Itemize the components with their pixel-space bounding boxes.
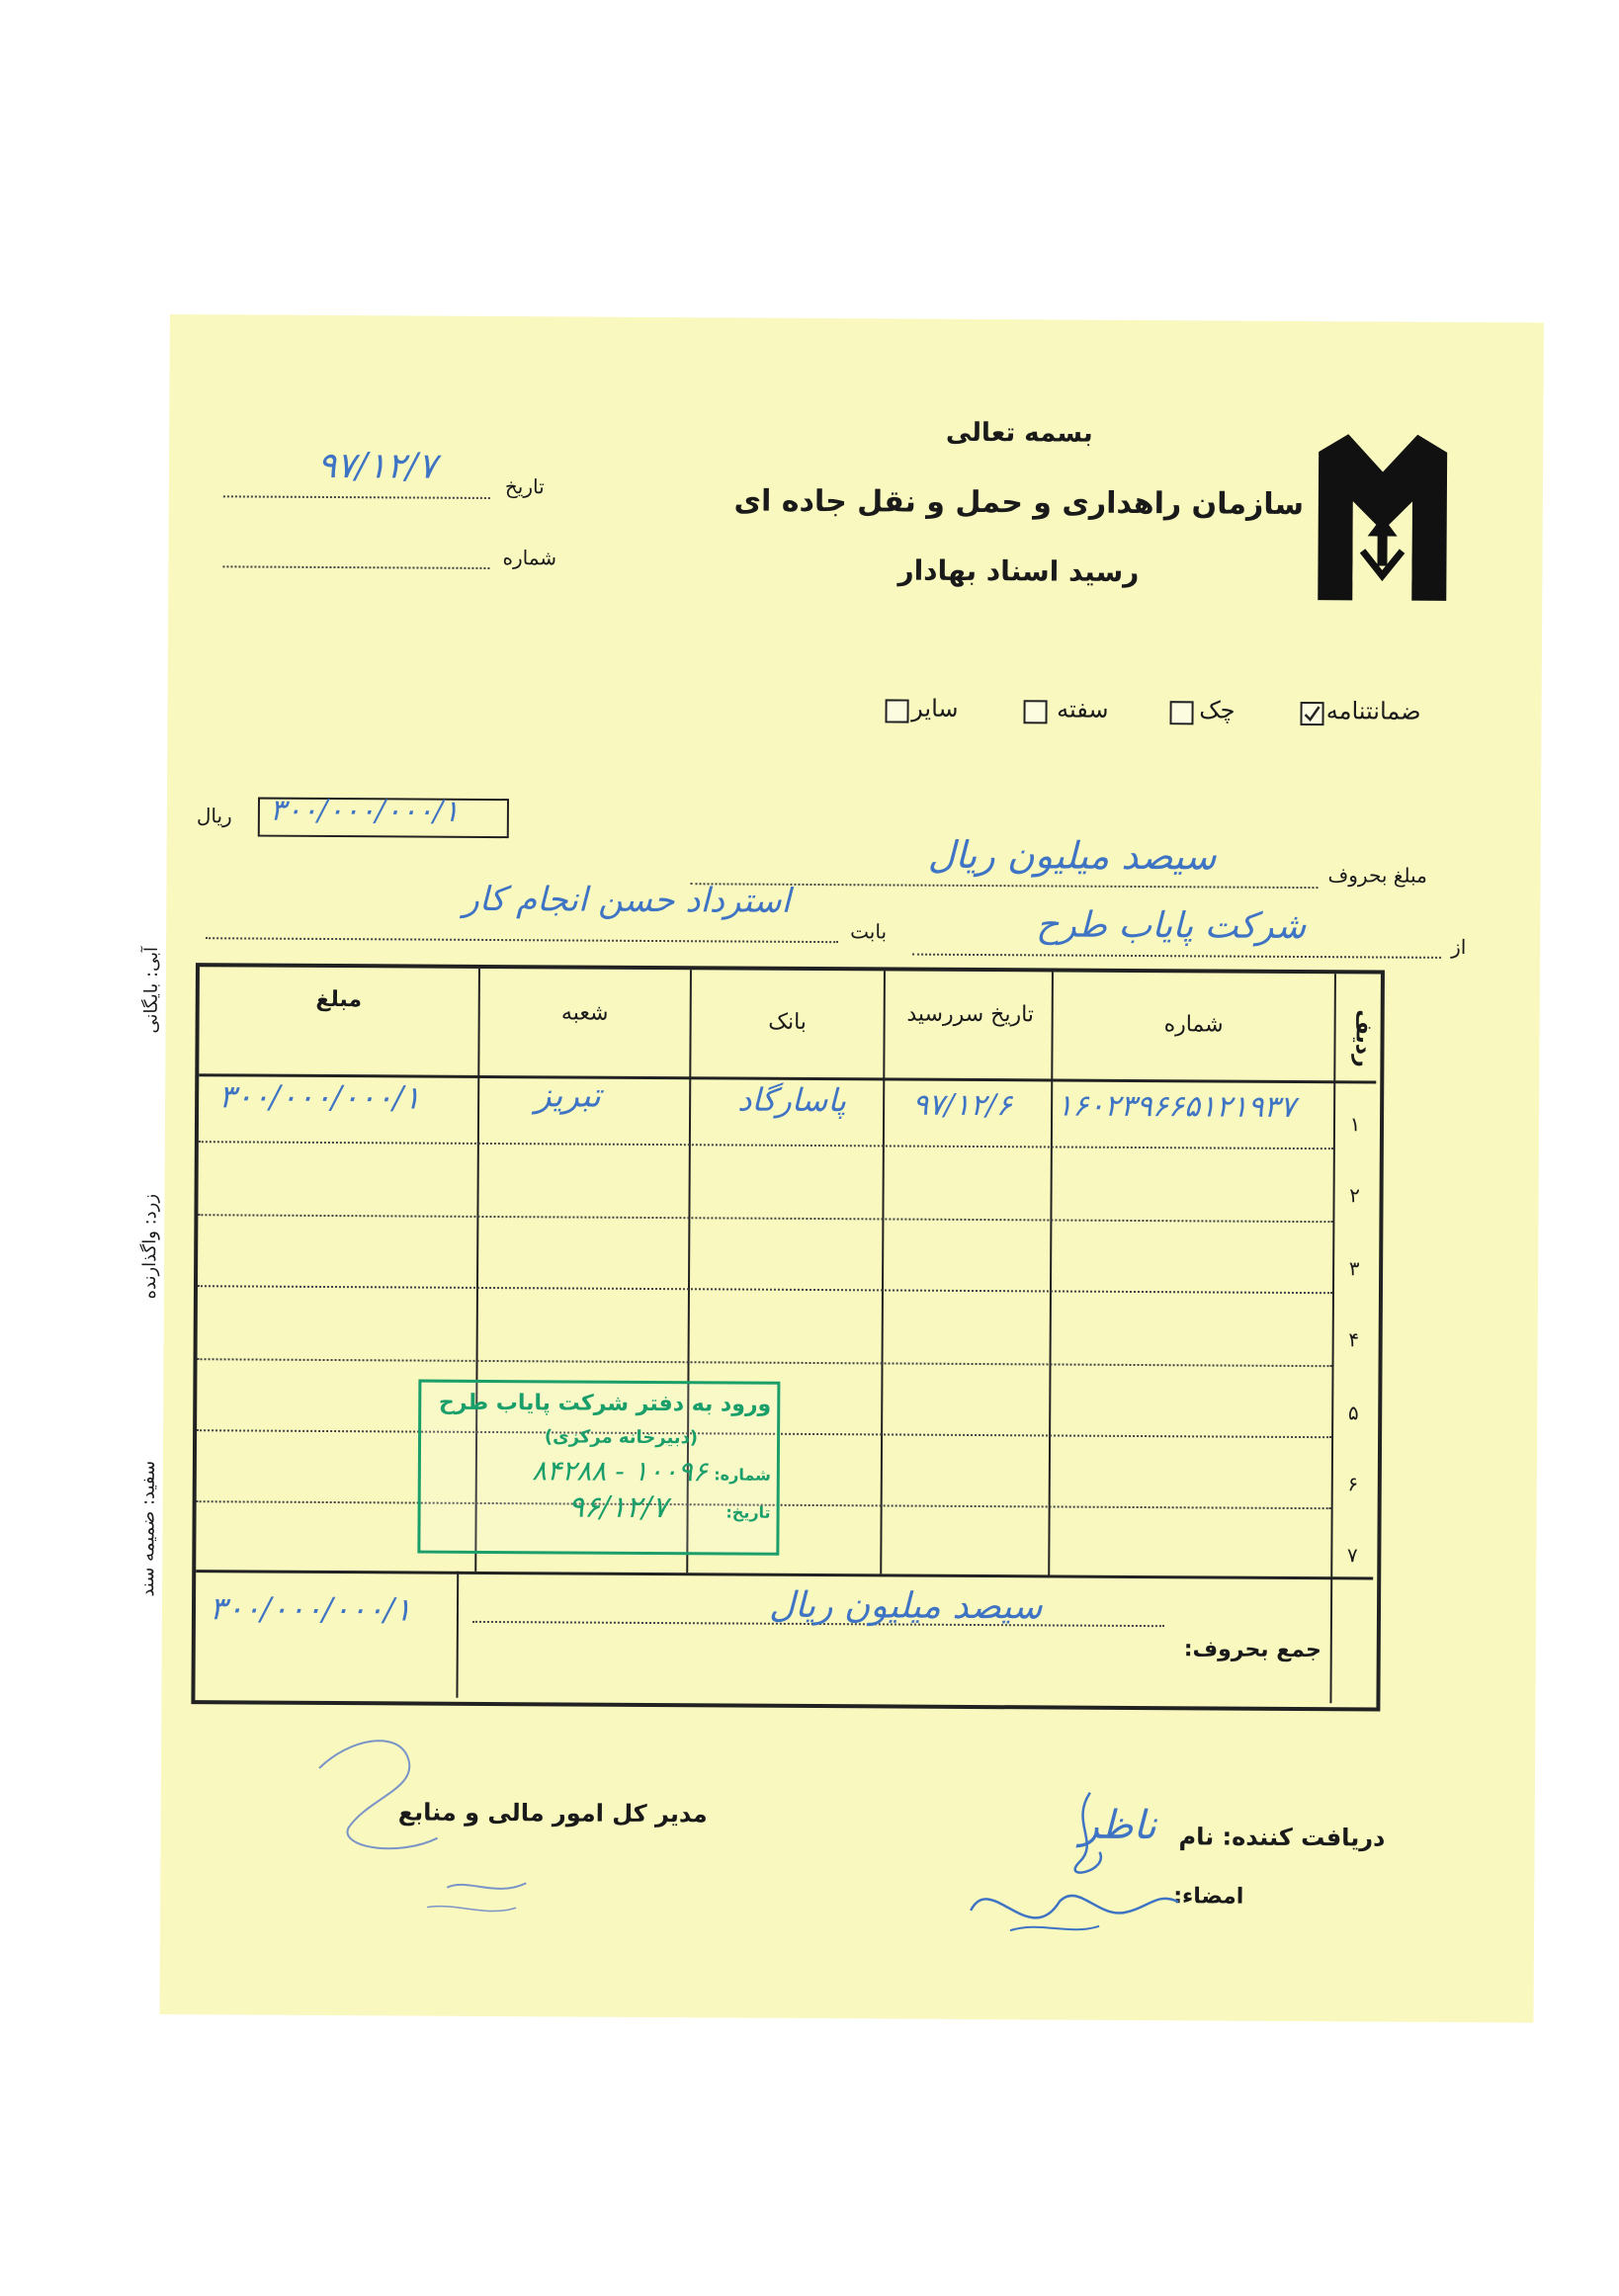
totals-divider [196,1570,1373,1579]
header-number: شماره [1163,1012,1224,1038]
stamp-line1: ورود به دفتر شرکت پایاب طرح [438,1390,772,1417]
row1-bank: پاسارگاد [737,1080,847,1120]
stamp-number-value: ۱۰۰۹۶ - ۸۴۲۸۸ [532,1454,708,1488]
row1-due-date: ۹۷/۱۲/۶ [912,1087,1013,1124]
row-line [198,1285,1332,1294]
row-number: ۴ [1348,1327,1360,1352]
header-row: ردیف [1350,1009,1376,1067]
other-label: سایر [911,694,959,723]
col-divider [456,1572,459,1698]
side-label-attachment: سفید: ضمیمه سند [137,1460,159,1597]
row1-number: ۱۶۰۲۳۹۶۶۵۱۲۱۹۳۷ [1057,1088,1296,1125]
date-dotted-line [223,495,490,499]
receiver-label: دریافت کننده: نام [1178,1823,1386,1852]
signature-label: امضاء: [1173,1884,1244,1910]
document-type-options [641,693,1432,737]
row-line [198,1358,1332,1367]
receipt-paper [137,314,1543,2022]
number-label: شماره [502,546,557,570]
col-divider [1048,972,1054,1574]
header-due-date: تاریخ سررسید [906,1001,1035,1028]
row1-branch: تبریز [535,1075,602,1116]
row-line [198,1214,1332,1223]
option-check[interactable] [1199,696,1235,723]
other-checkbox[interactable] [885,699,908,723]
total-words-label: جمع بحروف: [1183,1637,1321,1663]
header-organization: سازمان راهداری و حمل و نقل جاده ای [733,483,1305,523]
date-label: تاریخ [504,474,545,499]
row-number: ۵ [1347,1401,1359,1425]
regarding-dotted-line [206,937,838,943]
row-number: ۲ [1349,1183,1361,1208]
date-value: ۹۷/۱۲/۷ [316,445,438,487]
row-line [199,1141,1333,1149]
check-checkbox[interactable] [1169,701,1193,724]
manager-signature [279,1709,576,1948]
stamp-line2: (دبیرخانه مرکزی) [544,1426,699,1449]
amount-unit: ریال [196,804,232,828]
check-label: چک [1199,696,1236,724]
row-number: ۶ [1347,1472,1359,1496]
total-amount-value: ۳۰۰/۰۰۰/۰۰۰/۱ [209,1589,412,1629]
stamp-date-label: تاریخ: [725,1502,771,1522]
option-guarantee[interactable] [1326,697,1421,725]
regarding-value: استرداد حسن انجام کار [463,879,792,921]
manager-title: مدیر کل امور مالی و منابع [397,1798,708,1828]
side-label-transferor: زرد: واگذارنده [138,1193,161,1300]
col-divider [880,971,886,1573]
from-dotted-line [912,954,1441,959]
row-number: ۷ [1346,1543,1358,1568]
side-label-archive: آبی: بایگانی [140,946,163,1034]
guarantee-checkbox[interactable] [1300,702,1323,725]
securities-table [191,963,1385,1711]
header-invocation: بسمه تعالی [945,417,1093,449]
from-label: از [1451,934,1467,960]
receiver-name: ناظر [1079,1802,1157,1849]
registration-stamp [417,1380,780,1556]
row-number: ۳ [1348,1256,1360,1281]
option-promissory[interactable] [1057,695,1109,723]
receiver-signature [951,1762,1209,1962]
check-mark-icon [1302,704,1321,723]
promissory-checkbox[interactable] [1023,700,1047,723]
option-other[interactable] [911,695,959,723]
amount-words-label: مبلغ بحروف [1327,863,1427,888]
amount-box [258,793,509,839]
from-value: شرکت پایاب طرح [1036,904,1307,948]
regarding-label: بابت [850,919,888,944]
header-amount: مبلغ [315,986,363,1013]
header-bank: بانک [768,1009,808,1035]
amount-words-value: سیصد میلیون ریال [927,832,1217,879]
organization-logo [1308,432,1457,611]
row-number: ۱ [1349,1112,1361,1137]
stamp-number-label: شماره: [714,1465,771,1485]
header-title: رسید اسناد بهادار [897,553,1140,588]
stamp-date-value: ۹۶/۱۲/۷ [567,1489,668,1526]
total-words-value: سیصد میلیون ریال [768,1584,1043,1628]
row1-amount: ۳۰۰/۰۰۰/۰۰۰/۱ [218,1077,421,1117]
amount-box-value: ۳۰۰/۰۰۰/۰۰۰/۱ [269,793,460,829]
header-branch: شعبه [560,1000,609,1026]
guarantee-label: ضمانتنامه [1325,697,1421,725]
number-dotted-line [222,565,489,569]
promissory-label: سفته [1057,695,1109,723]
